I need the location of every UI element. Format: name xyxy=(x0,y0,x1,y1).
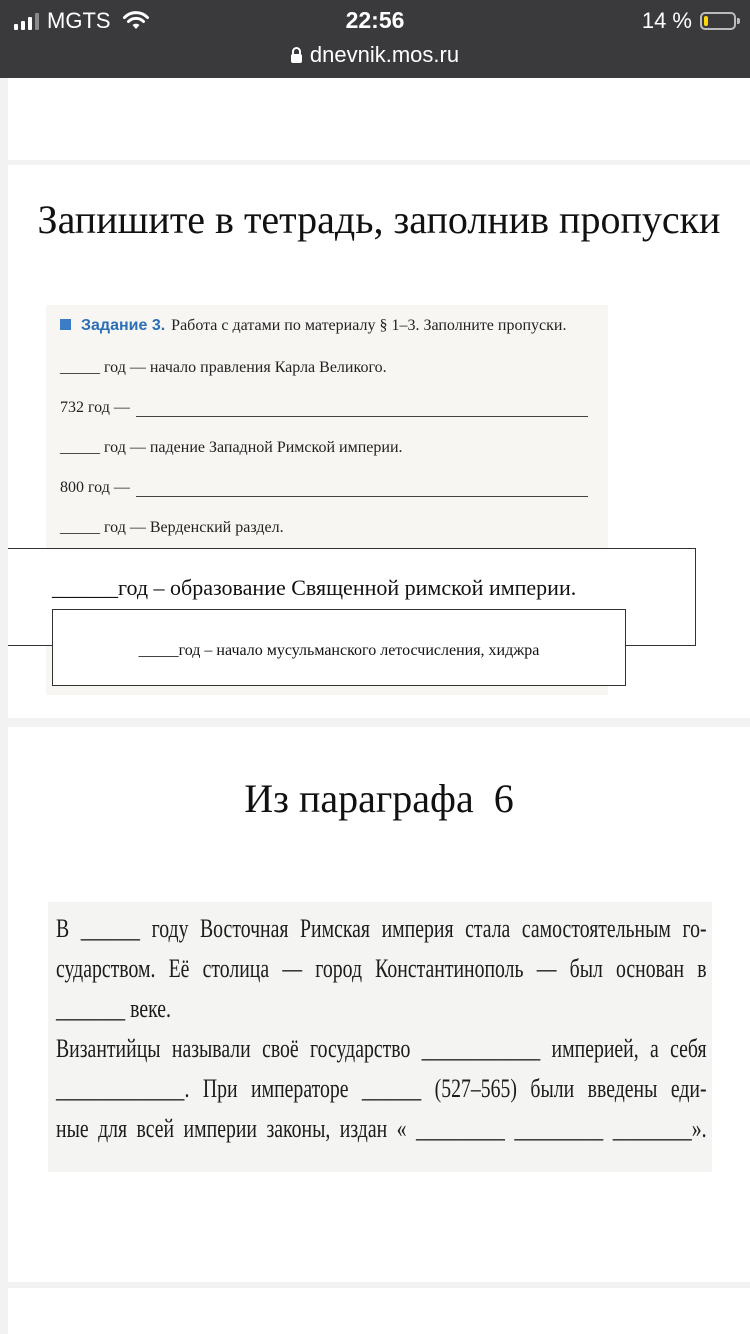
task-line-label: 732 год — xyxy=(60,399,130,416)
task-line: _____ год — Верденский раздел. xyxy=(60,519,284,536)
scanned-text xyxy=(48,902,712,1172)
battery-level xyxy=(704,16,708,26)
task-line xyxy=(60,399,588,417)
task-line xyxy=(60,479,588,497)
slide-next xyxy=(8,1288,750,1334)
text-line: сударством. Её столица — город Константинополь — был основан в xyxy=(56,954,707,983)
text-line: ные для всей империи законы, издан « _________ _________ ________». xyxy=(56,1114,707,1143)
lock-icon xyxy=(291,54,302,63)
status-right xyxy=(642,8,736,34)
battery-percent: 14 % xyxy=(641,8,692,33)
slide-fill-gaps xyxy=(8,165,750,718)
address-bar[interactable] xyxy=(0,42,750,68)
text-line: _____________. При императоре ______ (527–565) были введены еди- xyxy=(56,1074,707,1103)
blank-line xyxy=(136,402,588,417)
battery-icon xyxy=(700,12,736,30)
blank-line xyxy=(136,482,588,497)
slide-title: Из параграфа 6 xyxy=(244,776,514,821)
task-line: _____ год — начало правления Карла Великого. xyxy=(60,359,387,376)
clock: 22:56 xyxy=(345,7,405,33)
extra-task-box xyxy=(52,609,626,686)
task-heading xyxy=(60,317,566,335)
url-text: dnevnik.mos.ru xyxy=(309,42,460,67)
square-bullet-icon xyxy=(60,319,71,330)
task-label: Задание 3. xyxy=(81,317,166,334)
extra-task-text: ______год – образование Священной римской империи. xyxy=(52,575,577,600)
status-bar xyxy=(0,0,750,78)
slide-title: Запишите в тетрадь, заполнив пропуски xyxy=(37,197,721,242)
extra-task-text: _____год – начало мусульманского летосчисления, хиджра xyxy=(138,642,540,659)
task-line: _____ год — падение Западной Римской империи. xyxy=(60,439,403,456)
slide-previous xyxy=(8,78,750,160)
text-line: _______ веке. xyxy=(56,994,171,1023)
task-line-label: 800 год — xyxy=(60,479,130,496)
carrier-name: MGTS xyxy=(47,8,111,33)
slide-paragraph-6 xyxy=(8,727,750,1282)
text-line: Византийцы называли своё государство ____________ империей, а себя xyxy=(56,1034,707,1063)
text-line: В ______ году Восточная Римская империя стала самостоятельным го- xyxy=(56,914,707,943)
task-text: Работа с датами по материалу § 1–3. Заполните пропуски. xyxy=(171,317,567,334)
